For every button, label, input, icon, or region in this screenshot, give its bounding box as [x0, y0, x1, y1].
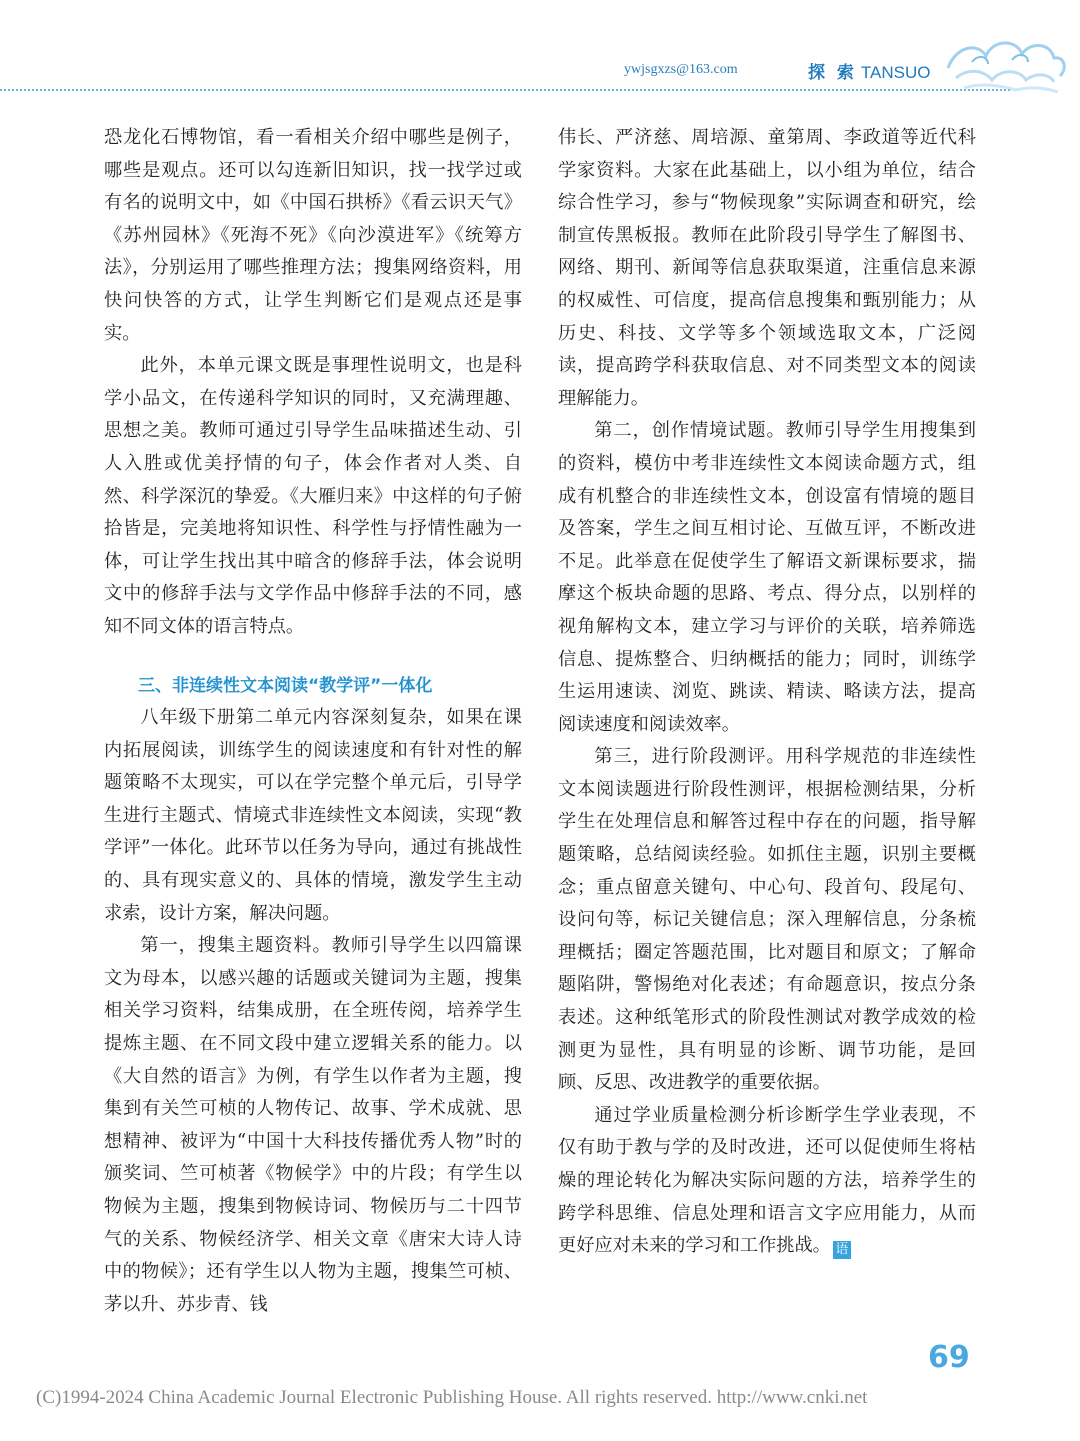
paragraph: 第二，创作情境试题。教师引导学生用搜集到的资料，模仿中考非连续性文本阅读命题方式，组成有机整合的非连续性文本，创设富有情境的题目及答案，学生之间互相讨论、互做互评，不断改进不足。此举意在促使学生了解语文新课标要求，揣摩这个板块命题的思路、考点、得分点，以别样的视角解构文本，建立学习与评价的关联，培养筛选信息、提炼整合、归纳概括的能力；同时，训练学生运用速读、浏览、跳读、精读、略读方法，提高阅读速度和阅读效率。 — [558, 420, 976, 735]
page-number: 69 — [928, 1340, 970, 1375]
paragraph: 此外，本单元课文既是事理性说明文，也是科学小品文，在传递科学知识的同时，又充满理趣、思想之美。教师可通过引导学生品味描述生动、引人入胜或优美抒情的句子，体会作者对人类、自然、科学深沉的挚爱。《大雁归来》中这样的句子俯拾皆是，完美地将知识性、科学性与抒情性融为一体，可让学生找出其中暗含的修辞手法，体会说明文中的修辞手法与文学作品中修辞手法的不同，感知不同文体的语言特点。 — [104, 355, 522, 637]
closing-text: 通过学业质量检测分析诊断学生学业表现，不仅有助于教与学的及时改进，还可以促使师生将枯燥的理论转化为解决实际问题的方法，培养学生的跨学科思维、信息处理和语言文字应用能力，从而更好应对未来的学习和工作挑战。 — [558, 1104, 976, 1257]
paragraph: 恐龙化石博物馆，看一看相关介绍中哪些是例子，哪些是观点。还可以勾连新旧知识，找一找学过或有名的说明文中，如《中国石拱桥》《看云识天气》《苏州园林》《死海不死》《向沙漠进军》《统筹方法》，分别运用了哪些推理方法；搜集网络资料，用快问快答的方式，让学生判断它们是观点还是事实。 — [104, 127, 522, 344]
article-end-mark-icon: 语 — [833, 1241, 851, 1259]
header-email: ywjsgxzs@163.com — [624, 62, 738, 77]
paragraph: 伟长、严济慈、周培源、童第周、李政道等近代科学家资料。大家在此基础上，以小组为单位，结合综合性学习，参与“物候现象”实际调查和研究，绘制宣传黑板报。教师在此阶段引导学生了解图书、网络、期刊、新闻等信息获取渠道，注重信息来源的权威性、可信度，提高信息搜集和甄别能力；从历史、科技、文学等多个领域选取文本，广泛阅读，提高跨学科获取信息、对不同类型文本的阅读理解能力。 — [558, 127, 976, 409]
paragraph: 第一，搜集主题资料。教师引导学生以四篇课文为母本，以感兴趣的话题或关键词为主题，搜集相关学习资料，结集成册，在全班传阅，培养学生提炼主题、在不同文段中建立逻辑关系的能力。以《大自然的语言》为例，有学生以作者为主题，搜集到有关竺可桢的人物传记、故事、学术成就、思想精神、被评为“中国十大科技传播优秀人物”时的颁奖词、竺可桢著《物候学》中的片段；有学生以物候为主题，搜集到物候诗词、物候历与二十四节气的关系、物候经济学、相关文章《唐宋大诗人诗中的物候》；还有学生以人物为主题，搜集竺可桢、茅以升、苏步青、钱 — [104, 935, 522, 1315]
column-title — [808, 58, 931, 83]
copyright-footer: (C)1994-2024 China Academic Journal Electronic Publishing House. All rights reserved. http://www.cnki.net — [36, 1387, 868, 1408]
column-title-en: TANSUO — [860, 63, 931, 82]
right-column — [558, 122, 976, 1263]
column-title-cn: 探 索 — [808, 63, 857, 83]
paragraph: 第三，进行阶段测评。用科学规范的非连续性文本阅读题进行阶段性测评，根据检测结果，分析学生在处理信息和解答过程中存在的问题，指导解题策略，总结阅读经验。如抓住主题，识别主要概念；重点留意关键句、中心句、段首句、段尾句、设问句等，标记关键信息；深入理解信息，分条梳理概括；圈定答题范围，比对题目和原文；了解命题陷阱，警惕绝对化表述；有命题意识，按点分条表述。这种纸笔形式的阶段性测试对教学成效的检测更为显性，具有明显的诊断、调节功能，是回顾、反思、改进教学的重要依据。 — [558, 746, 976, 1094]
closing-paragraph — [558, 1100, 976, 1263]
left-column — [104, 122, 522, 1321]
paragraph: 八年级下册第二单元内容深刻复杂，如果在课内拓展阅读，训练学生的阅读速度和有针对性的解题策略不太现实，可以在学完整个单元后，引导学生进行主题式、情境式非连续性文本阅读，实现“教学评”一体化。此环节以任务为导向，通过有挑战性的、具有现实意义的、具体的情境，激发学生主动求索，设计方案，解决问题。 — [104, 707, 522, 924]
header-divider — [0, 89, 1010, 91]
section-heading: 三、非连续性文本阅读“教学评”一体化 — [138, 675, 433, 696]
